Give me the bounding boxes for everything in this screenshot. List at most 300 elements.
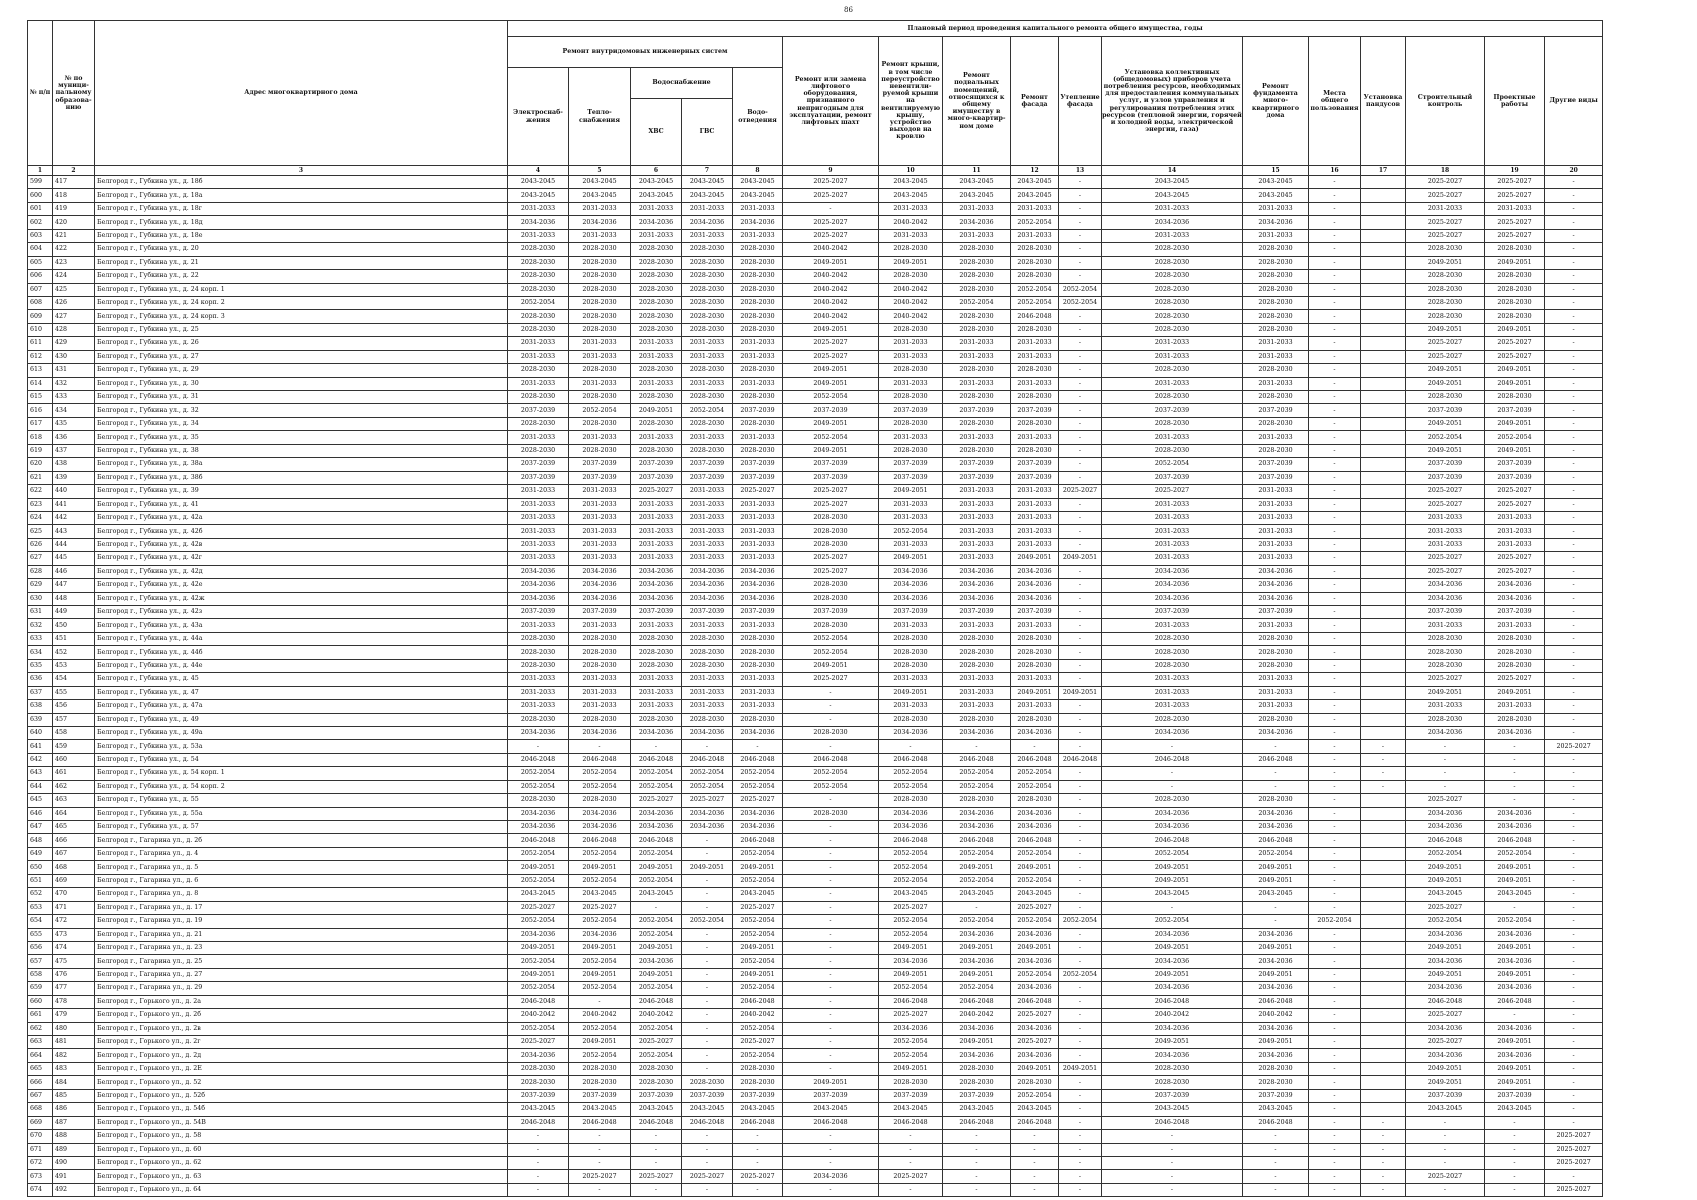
period-cell: 2031-2033 [1102,431,1243,444]
period-cell: 2034-2036 [682,807,733,820]
period-cell: - [1309,256,1361,269]
period-cell: 2052-2054 [733,1022,783,1035]
period-cell: - [1059,995,1102,1008]
period-cell: 2049-2051 [1011,552,1059,565]
period-cell: 2028-2030 [1243,632,1309,645]
period-cell: - [1485,1130,1545,1143]
period-cell: 2028-2030 [631,310,682,323]
period-cell: - [1545,982,1603,995]
index-cell: 642 [28,753,53,766]
period-cell: - [783,821,879,834]
period-cell: - [1059,189,1102,202]
period-cell: 2049-2051 [783,659,879,672]
period-cell: 2052-2054 [783,632,879,645]
period-cell: 2028-2030 [733,310,783,323]
period-cell: - [1309,982,1361,995]
period-cell: 2049-2051 [1011,1062,1059,1075]
period-cell: - [1309,659,1361,672]
period-cell: - [1011,1156,1059,1169]
period-cell: 2028-2030 [508,1062,569,1075]
table-row [28,243,1603,256]
period-cell: 2049-2051 [569,941,631,954]
period-cell: - [1059,538,1102,551]
period-cell: - [1309,431,1361,444]
table-row [28,471,1603,484]
period-cell: 2031-2033 [943,229,1011,242]
period-cell: 2034-2036 [1243,565,1309,578]
period-cell: 2034-2036 [1406,982,1485,995]
address-cell: Белгород г., Губкина ул., д. 39 [95,485,508,498]
period-cell: 2046-2048 [1011,1116,1059,1129]
period-cell: 2046-2048 [1102,753,1243,766]
period-cell: 2037-2039 [1011,458,1059,471]
period-cell: - [1059,955,1102,968]
period-cell: 2028-2030 [1102,444,1243,457]
period-cell: 2034-2036 [1102,216,1243,229]
index-cell: 633 [28,632,53,645]
column-number: 8 [733,166,783,176]
period-cell: - [1545,700,1603,713]
index-cell: 447 [53,579,95,592]
period-cell: - [1309,1130,1361,1143]
period-cell: 2028-2030 [569,243,631,256]
period-cell: 2037-2039 [879,606,943,619]
period-cell: 2028-2030 [943,256,1011,269]
index-cell: 433 [53,391,95,404]
index-cell: 609 [28,310,53,323]
period-cell: 2037-2039 [1102,404,1243,417]
index-cell: 624 [28,511,53,524]
period-cell: 2046-2048 [631,753,682,766]
period-cell: - [1309,552,1361,565]
period-cell: - [1545,1009,1603,1022]
period-cell: 2046-2048 [508,834,569,847]
index-cell: 485 [53,1089,95,1102]
table-row [28,888,1603,901]
period-cell: - [1059,834,1102,847]
period-cell [1361,511,1406,524]
index-cell: 630 [28,592,53,605]
period-cell: 2031-2033 [733,700,783,713]
period-cell: 2034-2036 [1102,955,1243,968]
period-cell: - [1406,1116,1485,1129]
period-cell: 2043-2045 [682,176,733,189]
period-cell: 2034-2036 [943,1022,1011,1035]
header-water-supply: Водоснабжение [631,68,733,99]
period-cell: 2052-2054 [1102,847,1243,860]
period-cell: 2031-2033 [943,525,1011,538]
period-cell: - [783,847,879,860]
table-row [28,673,1603,686]
period-cell: 2037-2039 [733,471,783,484]
table-row [28,444,1603,457]
period-cell: 2028-2030 [943,794,1011,807]
period-cell: 2037-2039 [943,606,1011,619]
index-cell: 640 [28,726,53,739]
period-cell: - [1485,794,1545,807]
period-cell: 2052-2054 [879,874,943,887]
index-cell: 446 [53,565,95,578]
period-cell: 2025-2027 [1545,740,1603,753]
index-cell: 603 [28,229,53,242]
period-cell: - [783,874,879,887]
period-cell: 2049-2051 [879,686,943,699]
period-cell: 2046-2048 [1102,1116,1243,1129]
period-cell: 2052-2054 [1406,847,1485,860]
period-cell: - [1309,391,1361,404]
period-cell: - [1406,1156,1485,1169]
period-cell [1361,565,1406,578]
period-cell: - [1309,444,1361,457]
period-cell: 2028-2030 [569,391,631,404]
period-cell: - [1309,794,1361,807]
period-cell: 2052-2054 [508,1022,569,1035]
period-cell: 2031-2033 [508,686,569,699]
period-cell: 2028-2030 [1011,256,1059,269]
period-cell: 2031-2033 [1243,686,1309,699]
address-cell: Белгород г., Губкина ул., д. 57 [95,821,508,834]
period-cell: - [1059,646,1102,659]
header-ramps: Установка пандусов [1361,37,1406,166]
period-cell: - [1545,847,1603,860]
index-cell: 427 [53,310,95,323]
period-cell [1361,525,1406,538]
address-cell: Белгород г., Горького ул., д. 2г [95,1036,508,1049]
address-cell: Белгород г., Губкина ул., д. 49 [95,713,508,726]
table-row [28,659,1603,672]
period-cell: - [1309,1183,1361,1196]
period-cell: - [1309,350,1361,363]
index-cell: 462 [53,780,95,793]
period-cell [1361,337,1406,350]
index-cell: 645 [28,794,53,807]
period-cell: 2052-2054 [1011,874,1059,887]
column-number: 11 [943,166,1011,176]
period-cell: - [682,1009,733,1022]
period-cell: 2031-2033 [1102,619,1243,632]
period-cell: - [1361,1116,1406,1129]
period-cell: 2028-2030 [733,646,783,659]
period-cell: 2040-2042 [879,283,943,296]
period-cell: 2031-2033 [631,498,682,511]
address-cell: Белгород г., Губкина ул., д. 35 [95,431,508,444]
period-cell: 2043-2045 [733,888,783,901]
period-cell: 2025-2027 [1406,498,1485,511]
period-cell: 2049-2051 [1243,941,1309,954]
period-cell: 2025-2027 [1011,1036,1059,1049]
period-cell: 2028-2030 [1102,391,1243,404]
index-cell: 460 [53,753,95,766]
period-cell: 2028-2030 [682,296,733,309]
period-cell: - [1011,1170,1059,1183]
period-cell: 2052-2054 [508,915,569,928]
period-cell: - [1309,1103,1361,1116]
period-cell: 2025-2027 [1406,337,1485,350]
period-cell: 2031-2033 [733,673,783,686]
period-cell: 2031-2033 [508,498,569,511]
period-cell: - [1545,498,1603,511]
period-cell: - [943,1156,1011,1169]
period-cell: 2031-2033 [569,552,631,565]
period-cell: 2034-2036 [1406,726,1485,739]
period-cell: - [1309,565,1361,578]
period-cell: 2028-2030 [682,310,733,323]
period-cell: 2025-2027 [1406,901,1485,914]
period-cell: 2028-2030 [682,270,733,283]
table-row [28,767,1603,780]
period-cell: - [1545,444,1603,457]
period-cell: 2052-2054 [631,982,682,995]
period-cell: 2037-2039 [733,458,783,471]
period-cell: 2025-2027 [879,901,943,914]
period-cell [1361,256,1406,269]
period-cell: - [1545,968,1603,981]
period-cell: 2046-2048 [943,834,1011,847]
index-cell: 468 [53,861,95,874]
period-cell: 2049-2051 [1243,861,1309,874]
index-cell: 464 [53,807,95,820]
column-number: 15 [1243,166,1309,176]
address-cell: Белгород г., Губкина ул., д. 42в [95,538,508,551]
period-cell: 2037-2039 [1243,404,1309,417]
period-cell: 2034-2036 [1243,592,1309,605]
index-cell: 437 [53,444,95,457]
index-cell: 452 [53,646,95,659]
period-cell: - [1485,1143,1545,1156]
table-row [28,1103,1603,1116]
period-cell: 2034-2036 [1406,821,1485,834]
period-cell: 2031-2033 [631,552,682,565]
period-cell: 2043-2045 [879,888,943,901]
period-cell: 2034-2036 [569,928,631,941]
period-cell: - [1102,1183,1243,1196]
period-cell: - [1545,713,1603,726]
period-cell: 2034-2036 [1485,726,1545,739]
period-cell: 2031-2033 [1102,525,1243,538]
period-cell: 2028-2030 [1243,794,1309,807]
table-row [28,1062,1603,1075]
period-cell: - [1545,955,1603,968]
index-cell: 469 [53,874,95,887]
period-cell: - [1059,1116,1102,1129]
period-cell: - [879,1143,943,1156]
table-row [28,189,1603,202]
period-cell: - [1059,941,1102,954]
period-cell: 2028-2030 [508,444,569,457]
period-cell: - [943,1130,1011,1143]
period-cell [1361,659,1406,672]
period-cell: 2049-2051 [879,552,943,565]
period-cell: 2049-2051 [1485,1036,1545,1049]
period-cell: 2040-2042 [733,1009,783,1022]
period-cell: 2028-2030 [569,296,631,309]
period-cell: 2031-2033 [1011,350,1059,363]
period-cell: - [1102,740,1243,753]
period-cell: 2043-2045 [631,176,682,189]
period-cell: 2034-2036 [1406,928,1485,941]
period-cell: 2031-2033 [569,350,631,363]
period-cell [1361,1076,1406,1089]
period-cell: 2031-2033 [631,525,682,538]
period-cell: 2034-2036 [1485,592,1545,605]
period-cell: 2028-2030 [1243,283,1309,296]
period-cell: 2028-2030 [569,659,631,672]
period-cell: 2034-2036 [1406,807,1485,820]
period-cell: 2025-2027 [1406,794,1485,807]
period-cell: 2031-2033 [1485,619,1545,632]
period-cell: 2034-2036 [569,216,631,229]
capital-repair-table [27,20,1603,1197]
index-cell: 615 [28,391,53,404]
period-cell: 2025-2027 [508,1036,569,1049]
index-cell: 619 [28,444,53,457]
period-cell: 2052-2054 [508,847,569,860]
period-cell: - [1309,1009,1361,1022]
period-cell: 2052-2054 [733,955,783,968]
period-cell: - [1361,1143,1406,1156]
period-cell: 2028-2030 [631,270,682,283]
period-cell: 2028-2030 [631,632,682,645]
period-cell [1361,713,1406,726]
period-cell: 2034-2036 [1243,821,1309,834]
period-cell: 2028-2030 [631,659,682,672]
period-cell: 2049-2051 [1011,686,1059,699]
period-cell: - [1309,1170,1361,1183]
period-cell: 2028-2030 [569,323,631,336]
period-cell: 2052-2054 [1011,915,1059,928]
period-cell: 2052-2054 [879,1036,943,1049]
period-cell: 2046-2048 [879,995,943,1008]
period-cell: 2025-2027 [631,1170,682,1183]
index-cell: 653 [28,901,53,914]
table-row [28,1170,1603,1183]
period-cell: - [1361,767,1406,780]
period-cell: 2043-2045 [508,888,569,901]
period-cell: 2028-2030 [1406,270,1485,283]
period-cell: - [783,888,879,901]
index-cell: 661 [28,1009,53,1022]
period-cell: - [1059,1076,1102,1089]
index-cell: 611 [28,337,53,350]
period-cell: 2028-2030 [943,417,1011,430]
header-engineering-systems: Ремонт внутридомовых инженерных систем [508,37,783,68]
period-cell: - [682,1156,733,1169]
period-cell: 2043-2045 [879,189,943,202]
period-cell: 2031-2033 [1243,552,1309,565]
period-cell [1361,296,1406,309]
period-cell: - [631,901,682,914]
period-cell: - [1309,1076,1361,1089]
period-cell: 2028-2030 [1243,646,1309,659]
period-cell: - [1059,444,1102,457]
period-cell: - [1309,995,1361,1008]
period-cell: 2034-2036 [1011,807,1059,820]
period-cell: 2049-2051 [1406,1062,1485,1075]
period-cell: 2028-2030 [682,417,733,430]
table-row [28,834,1603,847]
period-cell: 2025-2027 [1545,1130,1603,1143]
period-cell: - [1059,176,1102,189]
index-cell: 455 [53,686,95,699]
address-cell: Белгород г., Губкина ул., д. 44е [95,659,508,672]
period-cell: 2052-2054 [569,982,631,995]
period-cell: 2028-2030 [1011,323,1059,336]
period-cell: 2025-2027 [733,485,783,498]
address-cell: Белгород г., Губкина ул., д. 32 [95,404,508,417]
period-cell: 2031-2033 [682,673,733,686]
period-cell: 2031-2033 [1485,538,1545,551]
period-cell: 2025-2027 [1406,176,1485,189]
period-cell: 2043-2045 [631,189,682,202]
period-cell: 2049-2051 [1011,941,1059,954]
index-cell: 492 [53,1183,95,1196]
period-cell: 2031-2033 [682,538,733,551]
index-cell: 466 [53,834,95,847]
period-cell [1361,646,1406,659]
address-cell: Белгород г., Горького ул., д. 64 [95,1183,508,1196]
period-cell: - [783,995,879,1008]
period-cell: 2037-2039 [1243,471,1309,484]
period-cell: 2052-2054 [733,780,783,793]
period-cell: 2031-2033 [682,552,733,565]
period-cell: 2034-2036 [1011,928,1059,941]
address-cell: Белгород г., Губкина ул., д. 53а [95,740,508,753]
period-cell: 2049-2051 [1406,686,1485,699]
period-cell: 2028-2030 [569,444,631,457]
period-cell: 2034-2036 [1243,579,1309,592]
period-cell: - [1545,579,1603,592]
period-cell: 2049-2051 [733,968,783,981]
period-cell: 2049-2051 [1059,1062,1102,1075]
index-cell: 662 [28,1022,53,1035]
period-cell: - [1309,632,1361,645]
period-cell: 2028-2030 [569,364,631,377]
period-cell: - [1059,780,1102,793]
period-cell: 2046-2048 [943,995,1011,1008]
index-cell: 652 [28,888,53,901]
period-cell: - [879,740,943,753]
index-cell: 481 [53,1036,95,1049]
period-cell: 2049-2051 [783,417,879,430]
period-cell: 2049-2051 [943,941,1011,954]
period-cell: 2028-2030 [1485,243,1545,256]
period-cell: 2031-2033 [1011,485,1059,498]
index-cell: 604 [28,243,53,256]
period-cell: 2034-2036 [682,726,733,739]
table-row [28,216,1603,229]
index-cell: 440 [53,485,95,498]
period-cell: - [1545,753,1603,766]
period-cell: - [1309,619,1361,632]
index-cell: 650 [28,861,53,874]
index-cell: 622 [28,485,53,498]
period-cell [1361,968,1406,981]
period-cell: 2052-2054 [631,780,682,793]
period-cell: - [682,1049,733,1062]
period-cell: 2037-2039 [1243,1089,1309,1102]
period-cell: 2034-2036 [943,821,1011,834]
index-cell: 431 [53,364,95,377]
period-cell: 2031-2033 [1011,525,1059,538]
period-cell [1361,874,1406,887]
period-cell: 2025-2027 [783,673,879,686]
period-cell: 2028-2030 [1406,659,1485,672]
index-cell: 613 [28,364,53,377]
period-cell: 2031-2033 [1243,377,1309,390]
period-cell: 2034-2036 [1102,726,1243,739]
period-cell: 2034-2036 [569,821,631,834]
address-cell: Белгород г., Губкина ул., д. 47а [95,700,508,713]
